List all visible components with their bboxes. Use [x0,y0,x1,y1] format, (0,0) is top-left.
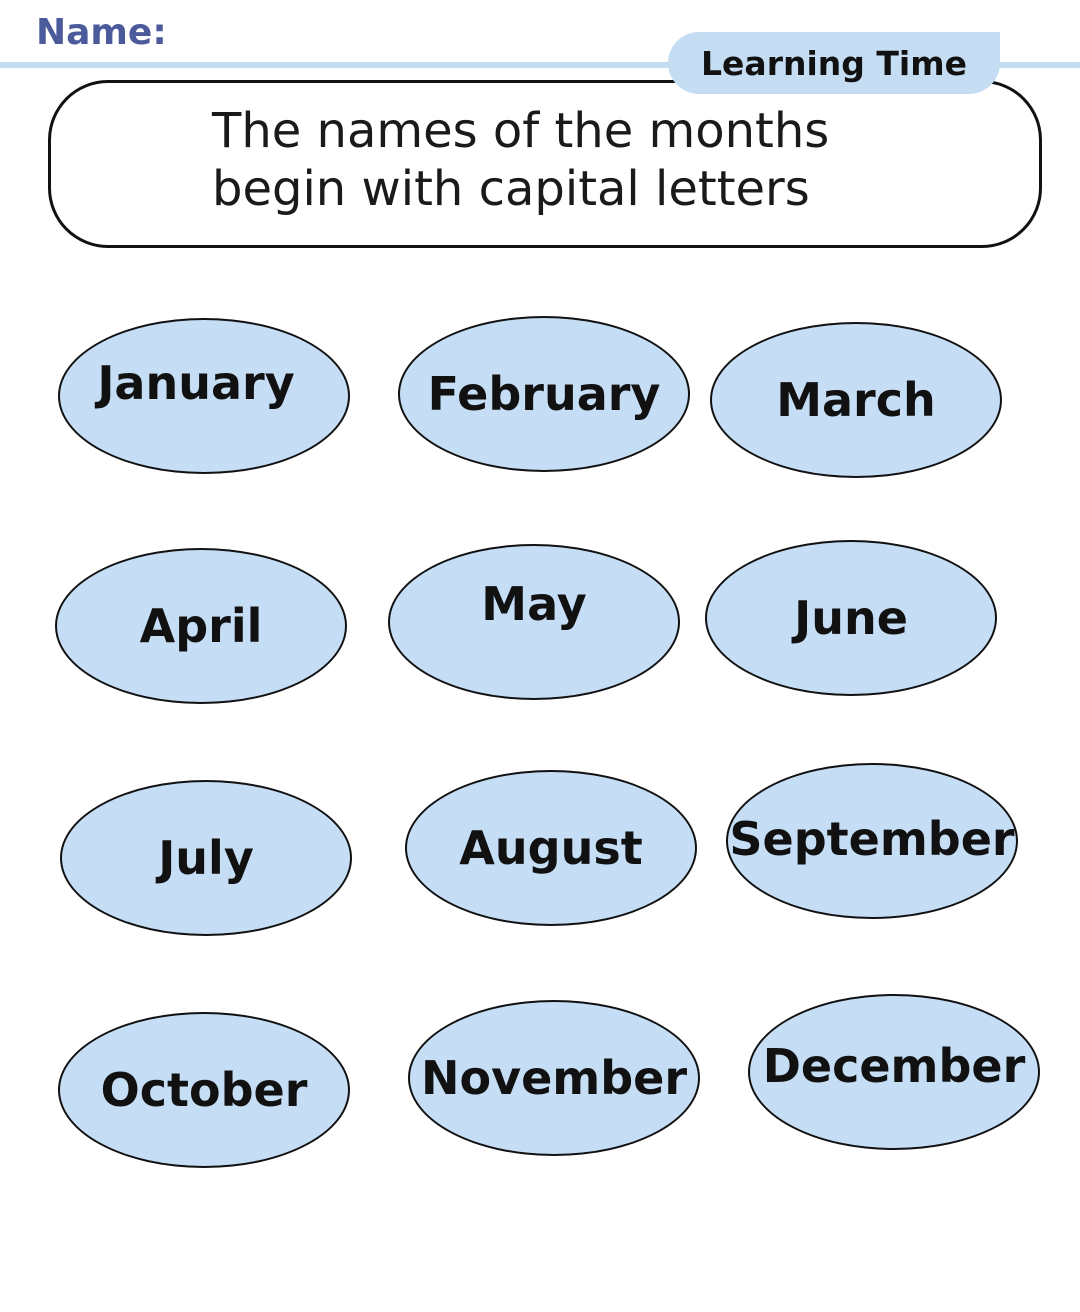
month-label: September [729,812,1015,866]
month-label: December [762,1039,1026,1093]
rule-line-1: The names of the months [212,103,830,159]
rule-text [212,102,829,218]
month-label: July [158,831,254,885]
month-oval-march [710,322,1002,478]
month-label: March [776,373,936,427]
month-label: April [139,599,263,653]
month-oval-january [58,318,350,474]
month-oval-september [726,763,1018,919]
month-oval-november [408,1000,700,1156]
month-label: June [794,591,908,645]
month-oval-april [55,548,347,704]
month-label: November [420,1051,688,1105]
month-oval-october [58,1012,350,1168]
month-label: May [481,577,587,631]
month-oval-december [748,994,1040,1150]
rule-line-2: begin with capital letters [212,161,810,217]
month-label: February [427,367,661,421]
month-oval-may [388,544,680,700]
month-oval-august [405,770,697,926]
month-oval-february [398,316,690,472]
month-label: October [100,1063,308,1117]
name-label: Name: [36,12,167,53]
learning-time-tag: Learning Time [668,32,1000,94]
month-oval-june [705,540,997,696]
month-label: January [97,356,295,410]
month-label: August [459,821,643,875]
month-oval-july [60,780,352,936]
